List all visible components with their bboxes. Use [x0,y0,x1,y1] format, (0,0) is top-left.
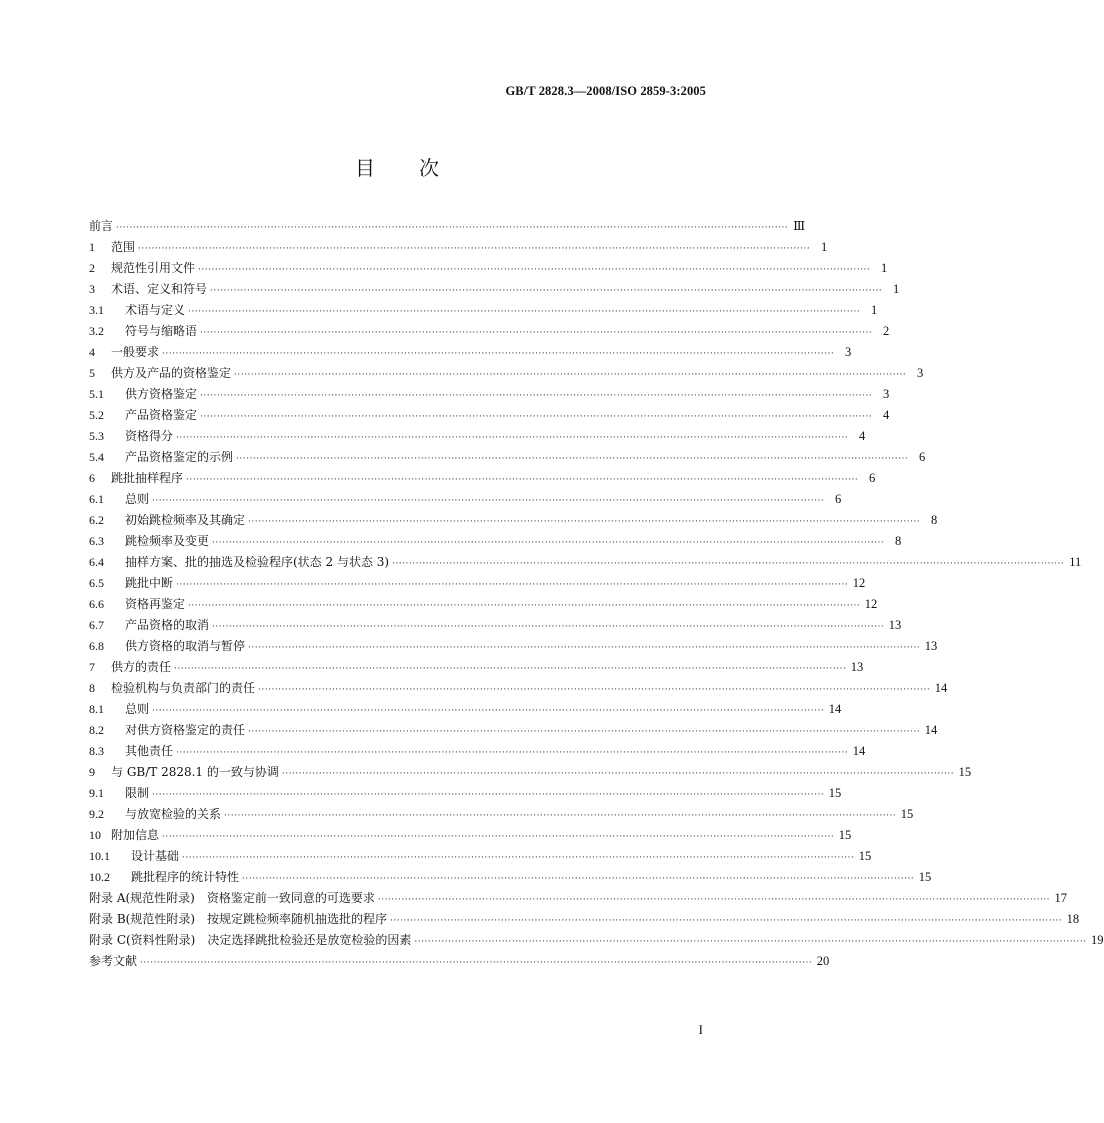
toc-entry[interactable] [89,531,902,552]
toc-entry-title: 前言 [89,219,114,233]
toc-dot-leader: ········································································································································································································ [377,895,1051,905]
toc-entry[interactable] [89,594,878,615]
toc-dot-leader: ········································································································································································································ [212,622,885,632]
toc-entry-page: 13 [850,660,864,674]
toc-entry[interactable] [89,762,972,783]
toc-entry-title: 产品资格鉴定 [125,408,198,422]
toc-entry-number: 9.1 [89,786,104,800]
toc-entry-number: 10 [89,828,101,842]
toc-entry-number: 9.2 [89,807,104,821]
toc-dot-leader: ········································································································································································································ [174,664,847,674]
toc-entry-page: 20 [816,954,830,968]
toc-entry-number: 8.1 [89,702,104,716]
toc-entry-number: 5.3 [89,429,104,443]
toc-entry[interactable] [89,363,924,384]
toc-entry-number: 6.4 [89,555,104,569]
toc-entry-title: 资格再鉴定 [125,597,186,611]
toc-entry-number: 10.1 [89,849,110,863]
toc-entry-page: Ⅲ [793,219,806,233]
toc-dot-leader: ········································································································································································································ [248,517,921,527]
toc-entry-number: 8 [89,681,95,695]
toc-entry-number: 6.5 [89,576,104,590]
toc-entry[interactable] [89,951,830,972]
toc-entry-title: 资格得分 [125,429,174,443]
toc-entry-number: 7 [89,660,95,674]
toc-dot-leader: ········································································································································································································ [152,790,825,800]
toc-entry[interactable] [89,447,926,468]
toc-entry-number: 5.1 [89,387,104,401]
toc-entry[interactable] [89,783,842,804]
toc-entry-number: 6.3 [89,534,104,548]
toc-entry-number: 5.2 [89,408,104,422]
toc-entry[interactable] [89,636,938,657]
toc-entry[interactable] [89,279,900,300]
toc-entry-page: 15 [838,828,852,842]
toc-entry-title: 符号与缩略语 [125,324,198,338]
toc-entry-number: 5 [89,366,95,380]
toc-entry-title: 范围 [111,240,136,254]
toc-dot-leader: ········································································································································································································ [210,286,883,296]
toc-entry-title: 对供方资格鉴定的责任 [125,723,246,737]
toc-entry-number: 10.2 [89,870,110,884]
toc-entry-page: 13 [888,618,902,632]
toc-entry-number: 6.2 [89,513,104,527]
toc-entry-page: 14 [934,681,948,695]
toc-entry-title: 附录 B(规范性附录) 按规定跳检频率随机抽选批的程序 [89,912,387,926]
toc-dot-leader: ········································································································································································································ [200,391,873,401]
toc-entry[interactable] [89,405,890,426]
toc-entry[interactable] [89,573,866,594]
toc-entry-page: 14 [924,723,938,737]
toc-entry-title: 跳批中断 [125,576,174,590]
toc-entry-title: 与 GB/T 2828.1 的一致与协调 [111,765,279,779]
toc-dot-leader: ········································································································································································································ [138,244,811,254]
toc-entry-title: 设计基础 [131,849,180,863]
toc-entry[interactable] [89,216,806,237]
toc-entry[interactable] [89,615,902,636]
toc-entry-page: 13 [924,639,938,653]
toc-entry-number: 1 [89,240,95,254]
toc-entry[interactable] [89,909,1080,930]
toc-entry-number: 6 [89,471,95,485]
toc-dot-leader: ········································································································································································································ [248,727,921,737]
toc-entry-page: 18 [1066,912,1080,926]
toc-dot-leader: ········································································································································································································ [116,223,789,233]
page-number: I [698,1022,703,1037]
toc-dot-leader: ········································································································································································································ [242,874,915,884]
toc-dot-leader: ········································································································································································································ [162,349,835,359]
toc-entry-page: 1 [892,282,900,296]
toc-entry-title: 与放宽检验的关系 [125,807,222,821]
toc-dot-leader: ········································································································································································································ [392,559,1065,569]
toc-dot-leader: ········································································································································································································ [234,370,907,380]
toc-entry-title: 初始跳检频率及其确定 [125,513,246,527]
toc-entry-number: 2 [89,261,95,275]
toc-entry[interactable] [89,258,888,279]
toc-entry-number: 8.2 [89,723,104,737]
toc-entry-page: 3 [882,387,890,401]
toc-entry-number: 3.2 [89,324,104,338]
toc-entry-page: 12 [864,597,878,611]
toc-entry-title: 术语、定义和符号 [111,282,208,296]
toc-dot-leader: ········································································································································································································ [152,496,825,506]
toc-entry-page: 4 [882,408,890,422]
toc-dot-leader: ········································································································································································································ [188,601,861,611]
toc-entry-page: 15 [958,765,972,779]
toc-entry-title: 参考文献 [89,954,138,968]
toc-entry[interactable] [89,237,828,258]
toc-entry[interactable] [89,699,842,720]
toc-dot-leader: ········································································································································································································ [281,769,955,779]
toc-entry-title: 产品资格鉴定的示例 [125,450,234,464]
toc-entry-title: 跳检频率及变更 [125,534,210,548]
toc-entry-page: 3 [916,366,924,380]
page-title: 目次 [355,156,483,180]
toc-entry-page: 11 [1069,555,1082,569]
toc-entry-number: 3 [89,282,95,296]
toc-entry-page: 4 [858,429,866,443]
toc-dot-leader: ········································································································································································································ [200,412,873,422]
toc-dot-leader: ········································································································································································································ [188,307,861,317]
toc-entry[interactable] [89,825,852,846]
toc-entry-title: 供方资格的取消与暂停 [125,639,246,653]
toc-entry-title: 供方及产品的资格鉴定 [111,366,232,380]
toc-entry-page: 15 [900,807,914,821]
toc-entry[interactable] [89,510,938,531]
toc-entry-title: 供方的责任 [111,660,172,674]
toc-entry[interactable] [89,720,938,741]
toc-entry[interactable] [89,489,842,510]
toc-entry[interactable] [89,384,890,405]
toc-dot-leader: ········································································································································································································ [258,685,931,695]
toc-dot-leader: ········································································································································································································ [212,538,885,548]
toc-entry-page: 6 [868,471,876,485]
toc-entry[interactable] [89,321,890,342]
toc-dot-leader: ········································································································································································································ [176,433,849,443]
toc-entry[interactable] [89,300,878,321]
toc-dot-leader: ········································································································································································································ [162,832,835,842]
toc-dot-leader: ········································································································································································································ [414,937,1087,947]
toc-entry[interactable] [89,846,872,867]
toc-dot-leader: ········································································································································································································ [176,748,849,758]
toc-dot-leader: ········································································································································································································ [200,328,873,338]
toc-entry-title: 附录 C(资料性附录) 决定选择跳批检验还是放宽检验的因素 [89,933,412,947]
toc-dot-leader: ········································································································································································································ [140,958,813,968]
toc-entry[interactable] [89,804,914,825]
table-of-contents [89,216,1104,972]
toc-entry-title: 限制 [125,786,150,800]
toc-entry-page: 1 [880,261,888,275]
toc-entry-page: 19 [1091,933,1104,947]
toc-dot-leader: ········································································································································································································ [176,580,849,590]
toc-dot-leader: ········································································································································································································ [390,916,1063,926]
toc-entry-number: 6.1 [89,492,104,506]
toc-entry-title: 术语与定义 [125,303,186,317]
toc-entry-page: 2 [882,324,890,338]
toc-entry-number: 9 [89,765,95,779]
toc-entry-title: 规范性引用文件 [111,261,196,275]
toc-entry-title: 供方资格鉴定 [125,387,198,401]
toc-dot-leader: ········································································································································································································ [182,853,855,863]
toc-entry-page: 3 [844,345,852,359]
toc-entry-number: 6.7 [89,618,104,632]
toc-entry-title: 其他责任 [125,744,174,758]
toc-entry-title: 跳批抽样程序 [111,471,184,485]
toc-entry-page: 6 [918,450,926,464]
toc-entry-title: 跳批程序的统计特性 [131,870,240,884]
toc-entry[interactable] [89,888,1068,909]
toc-dot-leader: ········································································································································································································ [198,265,871,275]
toc-entry[interactable] [89,930,1104,951]
toc-entry[interactable] [89,552,1082,573]
toc-entry[interactable] [89,426,866,447]
toc-entry-page: 8 [894,534,902,548]
toc-entry-page: 14 [852,744,866,758]
toc-entry-page: 1 [870,303,878,317]
toc-entry[interactable] [89,867,932,888]
toc-entry-title: 检验机构与负责部门的责任 [111,681,256,695]
toc-entry-page: 15 [828,786,842,800]
toc-entry[interactable] [89,657,864,678]
toc-entry-title: 抽样方案、批的抽选及检验程序(状态 2 与状态 3) [125,555,390,569]
toc-entry-page: 15 [858,849,872,863]
toc-entry-page: 6 [834,492,842,506]
toc-entry-number: 8.3 [89,744,104,758]
toc-entry-number: 5.4 [89,450,104,464]
toc-entry-number: 3.1 [89,303,104,317]
toc-entry-number: 6.8 [89,639,104,653]
toc-entry-page: 15 [918,870,932,884]
toc-dot-leader: ········································································································································································································ [224,811,897,821]
toc-entry-title: 附加信息 [111,828,160,842]
toc-entry[interactable] [89,678,948,699]
toc-entry-title: 产品资格的取消 [125,618,210,632]
toc-dot-leader: ········································································································································································································ [248,643,921,653]
toc-dot-leader: ········································································································································································································ [152,706,825,716]
toc-entry[interactable] [89,741,866,762]
toc-entry-page: 14 [828,702,842,716]
toc-entry-page: 8 [930,513,938,527]
toc-entry-page: 17 [1054,891,1068,905]
toc-entry-title: 总则 [125,702,150,716]
standard-code: GB/T 2828.3—2008/ISO 2859-3:2005 [505,84,706,98]
toc-entry-number: 4 [89,345,95,359]
toc-entry-title: 附录 A(规范性附录) 资格鉴定前一致同意的可选要求 [89,891,375,905]
toc-entry-number: 6.6 [89,597,104,611]
toc-entry-page: 1 [820,240,828,254]
toc-entry-title: 总则 [125,492,150,506]
toc-dot-leader: ········································································································································································································ [236,454,909,464]
toc-entry[interactable] [89,468,876,489]
toc-dot-leader: ········································································································································································································ [186,475,859,485]
toc-entry[interactable] [89,342,852,363]
toc-entry-title: 一般要求 [111,345,160,359]
toc-entry-page: 12 [852,576,866,590]
